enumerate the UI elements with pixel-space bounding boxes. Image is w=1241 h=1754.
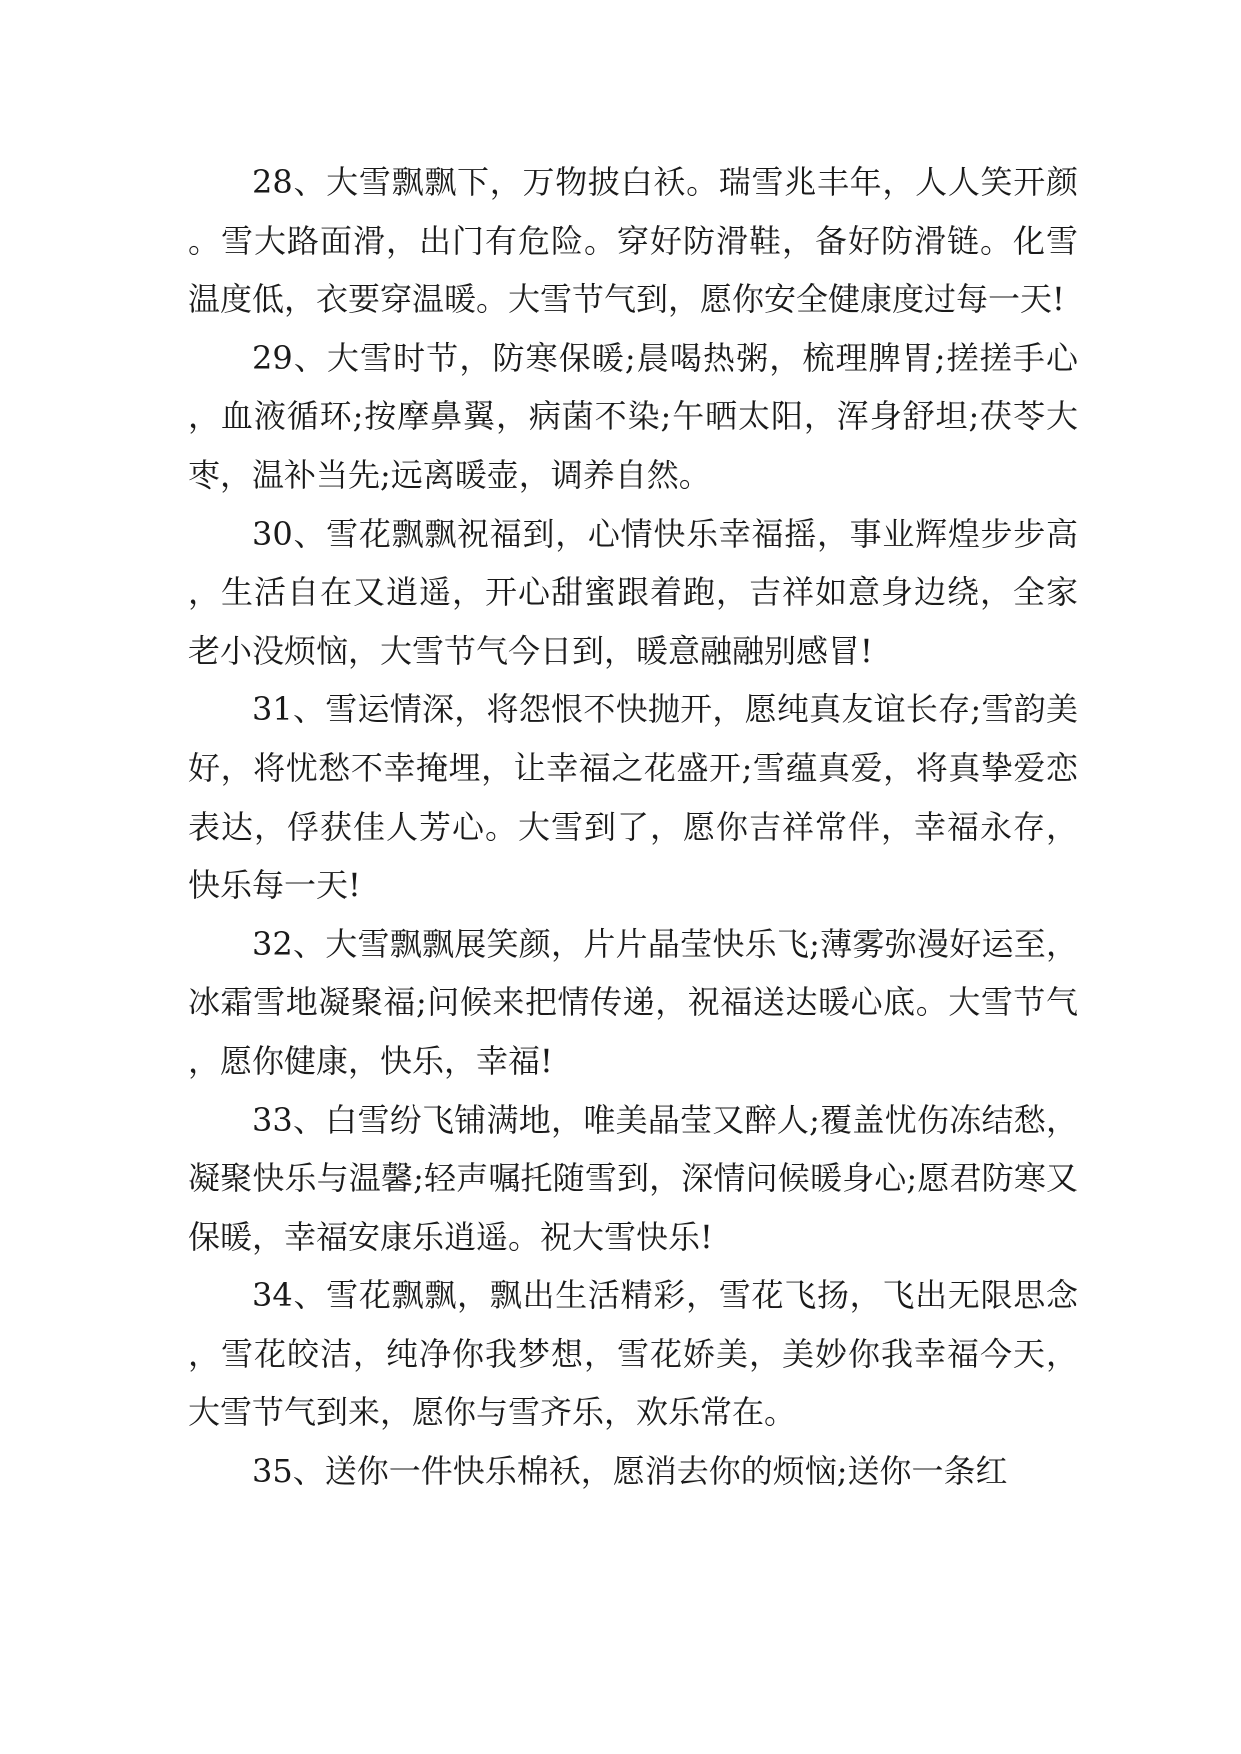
- paragraph-35: 35、送你一件快乐棉袄，愿消去你的烦恼;送你一条红: [252, 1452, 1008, 1491]
- document-body: [188, 153, 1078, 1501]
- paragraph-30: 30、雪花飘飘祝福到，心情快乐幸福摇，事业辉煌步步高，生活自在又逍遥，开心甜蜜跟着跑，吉祥如意身边绕，全家老小没烦恼，大雪节气今日到，暖意融融别感冒!: [188, 514, 1078, 670]
- paragraph-33: 33、白雪纷飞铺满地，唯美晶莹又醉人;覆盖忧伤冻结愁，凝聚快乐与温馨;轻声嘱托随雪到，深情问候暖身心;愿君防寒又保暖，幸福安康乐逍遥。祝大雪快乐!: [188, 1100, 1078, 1256]
- paragraph-31: 31、雪运情深，将怨恨不快抛开，愿纯真友谊长存;雪韵美好，将忧愁不幸掩埋，让幸福之花盛开;雪蕴真爱，将真挚爱恋表达，俘获佳人芳心。大雪到了，愿你吉祥常伴，幸福永存，快乐每一天!: [188, 690, 1078, 905]
- paragraph-32: 32、大雪飘飘展笑颜，片片晶莹快乐飞;薄雾弥漫好运至，冰霜雪地凝聚福;问候来把情传递，祝福送达暖心底。大雪节气，愿你健康，快乐，幸福!: [188, 924, 1078, 1080]
- paragraph-29: 29、大雪时节，防寒保暖;晨喝热粥，梳理脾胃;搓搓手心，血液循环;按摩鼻翼，病菌不染;午晒太阳，浑身舒坦;茯苓大枣，温补当先;远离暖壶，调养自然。: [188, 338, 1078, 494]
- paragraph-34: 34、雪花飘飘，飘出生活精彩，雪花飞扬，飞出无限思念，雪花皎洁，纯净你我梦想，雪花娇美，美妙你我幸福今天，大雪节气到来，愿你与雪齐乐，欢乐常在。: [188, 1276, 1078, 1432]
- paragraph-28: 28、大雪飘飘下，万物披白袄。瑞雪兆丰年，人人笑开颜。雪大路面滑，出门有危险。穿好防滑鞋，备好防滑链。化雪温度低，衣要穿温暖。大雪节气到，愿你安全健康度过每一天!: [188, 163, 1078, 319]
